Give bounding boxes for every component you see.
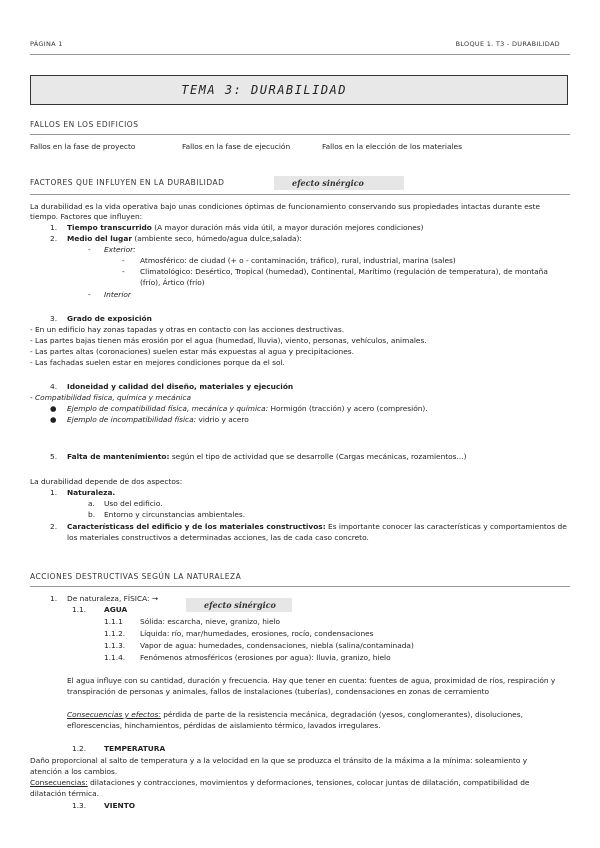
agua-item-text: Líquida: río, mar/humedades, erosiones, rocío, condensaciones (140, 629, 374, 638)
agua-item-text: Vapor de agua: humedades, condensaciones, niebla (salina/contaminada) (140, 641, 414, 650)
dash-bullet: - (88, 245, 91, 254)
temperatura-consecuencias-line-2: dilatación térmica. (30, 789, 99, 798)
aspecto-2-number: 2. (50, 522, 58, 531)
fallos-item-materiales: Fallos en la elección de los materiales (322, 142, 462, 151)
aspecto-1-a: Uso del edificio. (104, 499, 163, 508)
dash-bullet: - (88, 290, 91, 299)
agua-item-number: 1.1.1 (104, 617, 123, 626)
factor-3-title: Grado de exposición (67, 314, 152, 323)
climatologico-line-2: (frío), Ártico (frío) (140, 278, 205, 287)
exterior-label: Exterior: (104, 245, 136, 254)
bullet-dot: ● (50, 415, 57, 424)
interior-label: Interior (104, 290, 131, 299)
depende-line: La durabilidad depende de dos aspectos: (30, 477, 183, 486)
sinergico-highlight: efecto sinérgico (186, 598, 292, 612)
page-title: TEMA 3: DURABILIDAD (181, 83, 347, 97)
sub-letter: b. (88, 510, 96, 519)
factor-5-number: 5. (50, 452, 58, 461)
sub-letter: a. (88, 499, 95, 508)
agua-number: 1.1. (72, 605, 87, 614)
compatibilidad-subheading: - Compatibilidad física, química y mecánica (30, 393, 192, 402)
factor-1-text: (A mayor duración más vida útil, a mayor duración mejores condiciones) (151, 223, 424, 232)
viento-number: 1.3. (72, 801, 87, 810)
factor-4-number: 4. (50, 382, 58, 391)
agua-paragraph-1: El agua influye con su cantidad, duración y frecuencia. Hay que tener en cuenta: fuentes de agua, proximidad de ríos, respiración y (67, 676, 556, 685)
title-box (30, 75, 568, 105)
viento-heading: VIENTO (104, 801, 136, 810)
fisica-line: De naturaleza, FÍSICA: → (67, 594, 159, 603)
temperatura-paragraph-1: Daño proporcional al salto de temperatura y a la velocidad en la que se produzca el tránsito de la máxima a la mínima: soleamiento y (30, 756, 528, 765)
temperatura-heading: TEMPERATURA (104, 744, 166, 753)
agua-item-number: 1.1.2. (104, 629, 126, 638)
temperatura-consecuencias-label: Consecuencias: (30, 778, 88, 787)
agua-consecuencias-line-2: eflorescencias, hinchamientos, pérdidas de aislamiento térmico, lavados irregulares. (67, 721, 381, 730)
agua-consecuencias-text: pérdida de parte de la resistencia mecánica, degradación (yesos, conglomerantes), disoluciones, (160, 710, 523, 719)
section-rule (30, 134, 570, 135)
fallos-item-proyecto: Fallos en la fase de proyecto (30, 142, 136, 151)
agua-item-number: 1.1.4. (104, 653, 126, 662)
factor-2-text: (ambiente seco, húmedo/agua dulce,salada): (131, 234, 302, 243)
intro-line-1: La durabilidad es la vida operativa bajo unas condiciones óptimas de funcionamiento conservando sus propiedades intactas durante este (30, 202, 541, 211)
factor-5-title: Falta de mantenimiento: (67, 452, 170, 461)
agua-consecuencias-label: Consecuencias y efectos: (67, 710, 161, 719)
incompatibilidad-example-label: Ejemplo de incompatibilidad física: (67, 415, 197, 424)
section-rule (30, 586, 570, 587)
temperatura-paragraph-2: atención a los cambios. (30, 767, 118, 776)
temperatura-number: 1.2. (72, 744, 87, 753)
page-header-left: PÁGINA 1 (30, 40, 63, 48)
dash-bullet: - (122, 267, 125, 276)
factor-2-number: 2. (50, 234, 58, 243)
factor-4-title: Idoneidad y calidad del diseño, materiales y ejecución (67, 382, 294, 391)
factor-1-title: Tiempo transcurrido (67, 223, 152, 232)
compatibilidad-example-label: Ejemplo de compatibilidad física, mecánica y química: (67, 404, 269, 413)
factor-3-number: 3. (50, 314, 58, 323)
aspecto-1-title: Naturaleza. (67, 488, 116, 497)
fallos-heading: FALLOS EN LOS EDIFICIOS (30, 120, 139, 129)
agua-item-text: Fenómenos atmosféricos (erosiones por agua): lluvia, granizo, hielo (140, 653, 391, 662)
compatibilidad-example-text: Hormigón (tracción) y acero (compresión). (268, 404, 428, 413)
exposicion-line: - Las partes altas (coronaciones) suelen estar más expuestas al agua y precipitaciones. (30, 347, 354, 356)
aspecto-2-text: Es importante conocer las características y comportamientos de (325, 522, 567, 531)
bullet-dot: ● (50, 404, 57, 413)
agua-consecuencias (67, 710, 523, 720)
agua-item-text: Sólida: escarcha, nieve, granizo, hielo (140, 617, 281, 626)
incompatibilidad-example-text: vidrio y acero (196, 415, 249, 424)
temperatura-consecuencias-text: dilataciones y contracciones, movimientos y deformaciones, tensiones, colocar juntas de dilatación, compatibilidad de (87, 778, 530, 787)
aspecto-1-number: 1. (50, 488, 58, 497)
temperatura-consecuencias (30, 778, 529, 788)
exposicion-line: - En un edificio hay zonas tapadas y otras en contacto con las acciones destructivas. (30, 325, 345, 334)
incompatibilidad-example (67, 415, 249, 425)
fisica-number: 1. (50, 594, 58, 603)
aspecto-2 (67, 522, 567, 532)
factor-1 (67, 223, 424, 233)
factor-5 (67, 452, 466, 462)
header-rule (30, 54, 570, 55)
factor-2-title: Medio del lugar (67, 234, 132, 243)
sinergico-highlight: efecto sinérgico (274, 176, 404, 190)
dash-bullet: - (122, 256, 125, 265)
section-rule (30, 194, 570, 195)
compatibilidad-example (67, 404, 428, 414)
intro-line-2: tiempo. Factores que influyen: (30, 212, 143, 221)
climatologico-line-1: Climatológico: Desértico, Tropical (humedad), Continental, Marítimo (regulación de temperatura), de montaña (140, 267, 548, 276)
aspecto-1-b: Entorno y circunstancias ambientales. (104, 510, 246, 519)
aspecto-2-text-line-2: los materiales constructivos a determinadas acciones, las de cada caso concreto. (67, 533, 369, 542)
aspecto-2-title: Característicass del edificio y de los materiales constructivos: (67, 522, 326, 531)
exposicion-line: - Las partes bajas tienen más erosión por el agua (humedad, lluvia), viento, personas, vehículos, animales. (30, 336, 427, 345)
agua-heading: AGUA (104, 605, 128, 614)
fallos-item-ejecucion: Fallos en la fase de ejecución (182, 142, 291, 151)
agua-item-number: 1.1.3. (104, 641, 126, 650)
factor-2 (67, 234, 302, 244)
exposicion-line: - Las fachadas suelen estar en mejores condiciones porque da el sol. (30, 358, 285, 367)
factor-5-text: según el tipo de actividad que se desarrolle (Cargas mecánicas, rozamientos...) (169, 452, 467, 461)
acciones-heading: ACCIONES DESTRUCTIVAS SEGÚN LA NATURALEZA (30, 572, 242, 581)
factor-1-number: 1. (50, 223, 58, 232)
page-header-right: BLOQUE 1. T3 - DURABILIDAD (455, 40, 560, 48)
factores-heading: FACTORES QUE INFLUYEN EN LA DURABILIDAD (30, 178, 225, 187)
agua-paragraph-2: transpiración de personas y animales, fallos de instalaciones (tuberías), condensaciones en zonas de cerramiento (67, 687, 490, 696)
atmosferico-line: Atmosférico: de ciudad (+ o - contaminación, tráfico), rural, industrial, marina (sales) (140, 256, 456, 265)
